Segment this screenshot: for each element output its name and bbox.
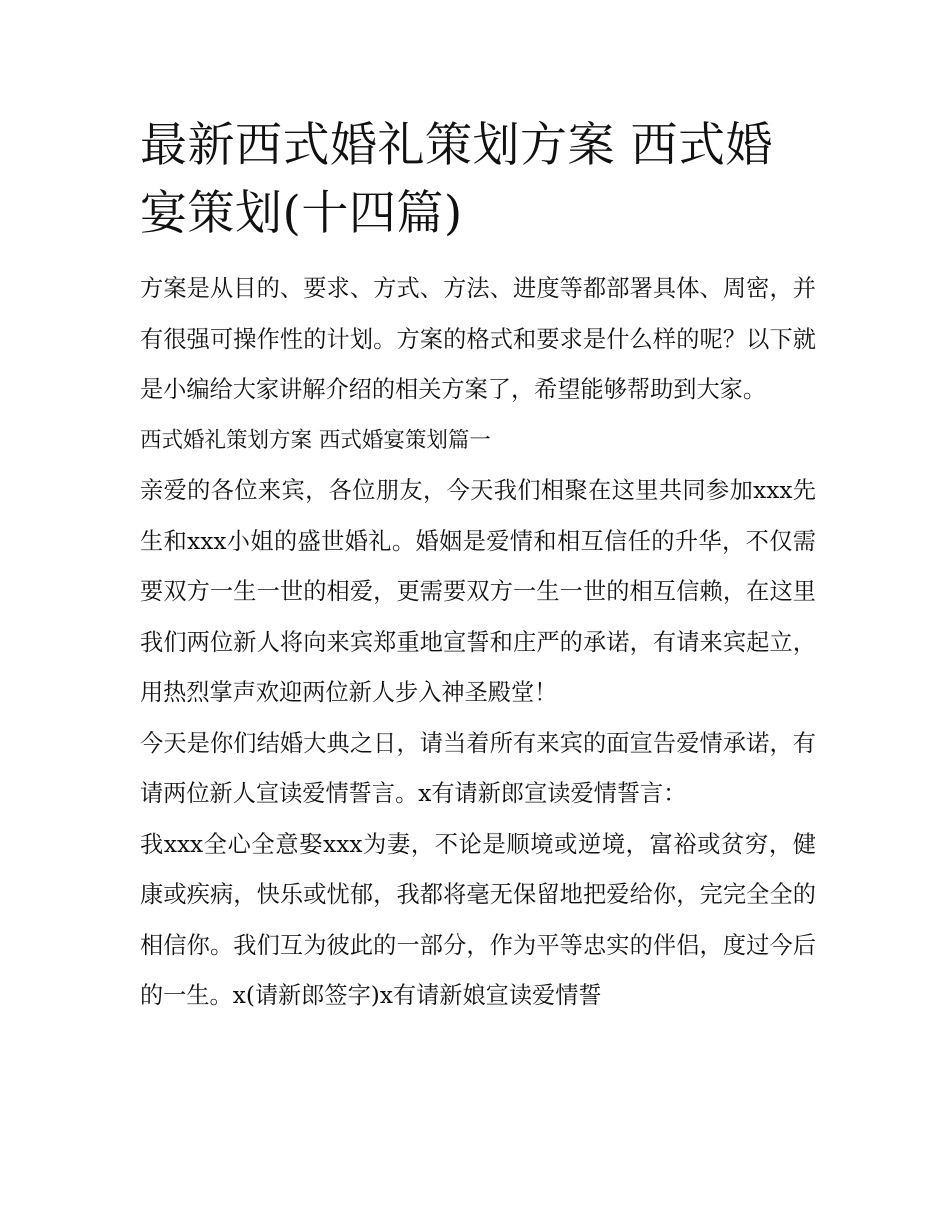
paragraph-welcome: 亲爱的各位来宾，各位朋友，今天我们相聚在这里共同参加xxx先生和xxx小姐的盛世婚礼。婚姻是爱情和相互信任的升华，不仅需要双方一生一世的相爱，更需要双方一生一世的相互信赖，在这里我们两位新人将向来宾郑重地宣誓和庄严的承诺，有请来宾起立，用热烈掌声欢迎两位新人步入神圣殿堂！ — [140, 477, 816, 706]
paragraph-groom-vow: 我xxx全心全意娶xxx为妻，不论是顺境或逆境，富裕或贫穷，健康或疾病，快乐或忧郁，我都将毫无保留地把爱给你，完完全全的相信你。我们互为彼此的一部分，作为平等忠实的伴侣，度过今后的一生。x(请新郎签字)x有请新娘宣读爱情誓 — [140, 830, 816, 1009]
document-title: 最新西式婚礼策划方案 西式婚宴策划(十四篇) — [140, 118, 773, 241]
document-content — [140, 112, 816, 1022]
section-heading: 西式婚礼策划方案 西式婚宴策划篇一 — [140, 427, 491, 453]
paragraph-vow-intro: 今天是你们结婚大典之日，请当着所有来宾的面宣告爱情承诺，有请两位新人宣读爱情誓言。x有请新郎宣读爱情誓言： — [140, 729, 816, 807]
intro-paragraph: 方案是从目的、要求、方式、方法、进度等都部署具体、周密，并有很强可操作性的计划。方案的格式和要求是什么样的呢？以下就是小编给大家讲解介绍的相关方案了，希望能够帮助到大家。 — [140, 275, 816, 403]
